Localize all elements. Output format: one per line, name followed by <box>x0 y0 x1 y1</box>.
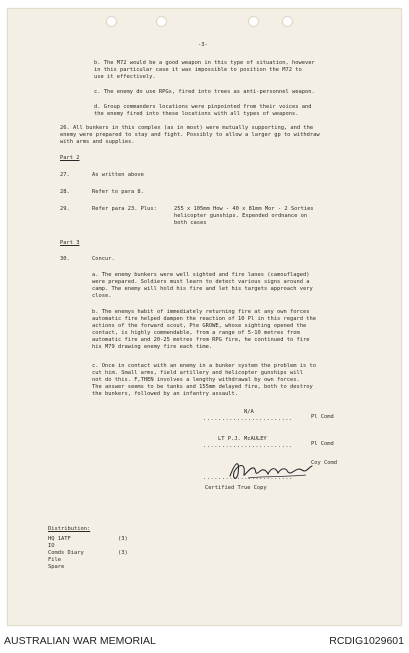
punch-hole <box>248 16 259 27</box>
para-30-text: Concur. <box>92 256 115 262</box>
para-29-number: 29. <box>60 206 70 212</box>
part3-para-b-line: actions of the forward scout, Pte GROWE, whose sighting opened the <box>92 323 307 329</box>
signatory-1-name: N/A <box>244 409 254 415</box>
distribution-item: Spare <box>48 564 65 570</box>
part3-para-a-line: were prepared. Soldiers must learn to detect various signs around a <box>92 279 310 285</box>
distribution-item: File <box>48 557 61 563</box>
part3-para-c-line: the bunkers, followed by an infantry assault. <box>92 391 239 397</box>
part3-para-b-line: b. The enemys habit of immediately returning fire at any own forces <box>92 309 310 315</box>
para-29-addendum: both cases <box>174 220 207 226</box>
para-29-addendum: 255 x 105mm How - 40 x 81mm Mor - 2 Sorties <box>174 206 314 212</box>
document-page <box>7 8 402 626</box>
para-27-number: 27. <box>60 172 70 178</box>
part-3-heading: Part 3 <box>60 240 80 246</box>
para-28-number: 28. <box>60 189 70 195</box>
para-30-number: 30. <box>60 256 70 262</box>
part3-para-c-line: cut him. Small arms, field artillery and helicopter gunships will <box>92 370 303 376</box>
signatory-2-role: Pl Comd <box>311 441 334 447</box>
part3-para-c-line: not do this. F,THEN involves a lengthy withdrawal by own forces. <box>92 377 300 383</box>
distribution-item: Comds Diary <box>48 550 84 556</box>
para-26-line: 26. All bunkers in this complex (as in most) were mutually supporting, and the <box>60 125 314 131</box>
para-28-text: Refer to para 8. <box>92 189 144 195</box>
para-d-line: d. Group commanders locations were pinpointed from their voices and <box>94 104 312 110</box>
para-d-line: the enemy fired into these locations with all types of weapons. <box>94 111 299 117</box>
para-b-line: b. The M72 would be a good weapon in this type of situation, however <box>94 60 315 66</box>
signature-rule: ........................ <box>203 416 293 422</box>
para-b-line: in this particular case it was impossible to position the M72 to <box>94 67 302 73</box>
para-27-text: As written above <box>92 172 144 178</box>
part3-para-c-line: The answer seems to be tanks and 155mm delayed fire, both to destroy <box>92 384 313 390</box>
part3-para-b-line: contact, is highly commendable, from a range of 5-10 metres from <box>92 330 300 336</box>
para-29-text: Refer para 23. Plus: <box>92 206 157 212</box>
part-2-heading: Part 2 <box>60 155 80 161</box>
archive-label: AUSTRALIAN WAR MEMORIAL <box>4 635 156 647</box>
part3-para-c-line: c. Once in contact with an enemy in a bunker system the problem is to <box>92 363 316 369</box>
part3-para-a-line: close. <box>92 293 112 299</box>
signatory-2-name: LT P.J. McAULEY <box>218 436 267 442</box>
archive-reference: RCDIG1029601 <box>329 635 404 647</box>
para-26-line: with arms and supplies. <box>60 139 135 145</box>
distribution-heading: Distribution: <box>48 526 91 532</box>
signature-rule: ........................ <box>203 475 293 481</box>
part3-para-b-line: his M79 drawing enemy fire each time. <box>92 344 213 350</box>
page-number: -3- <box>198 42 208 48</box>
punch-hole <box>282 16 293 27</box>
distribution-item: IO <box>48 543 55 549</box>
certified-true-copy: Certified True Copy <box>205 485 267 491</box>
distribution-item: HQ 1ATF <box>48 536 71 542</box>
punch-hole <box>156 16 167 27</box>
signature-rule: ........................ <box>203 443 293 449</box>
part3-para-b-line: automatic fire helped dampen the reaction of 10 Pl in this regard the <box>92 316 316 322</box>
para-b-line: use it effectively. <box>94 74 156 80</box>
signatory-1-role: Pl Comd <box>311 414 334 420</box>
distribution-count: (3) <box>118 536 128 542</box>
part3-para-a-line: a. The enemy bunkers were well sighted and fire lanes (camouflaged) <box>92 272 310 278</box>
para-29-addendum: helicopter gunships. Expended ordnance on <box>174 213 308 219</box>
signatory-3-role: Coy Comd <box>311 460 337 466</box>
para-c-line: c. The enemy do use RPGs, fired into trees as anti-personnel weapon. <box>94 89 315 95</box>
punch-hole <box>106 16 117 27</box>
distribution-count: (3) <box>118 550 128 556</box>
part3-para-b-line: automatic fire and 20-25 metres from RPG fire, he continued to fire <box>92 337 310 343</box>
part3-para-a-line: camp. The enemy will hold his fire and let his targets approach very <box>92 286 313 292</box>
para-26-line: enemy were prepared to stay and fight. Possibly to allow a larger gp to withdraw <box>60 132 320 138</box>
